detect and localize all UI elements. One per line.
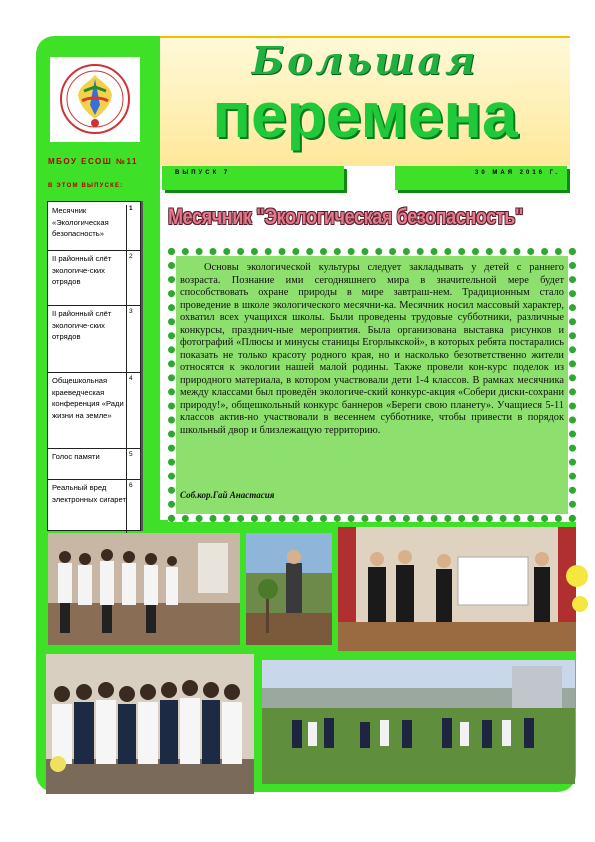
issue-date: 30 МАЯ 2016 Г. xyxy=(475,170,560,176)
school-emblem-icon xyxy=(50,57,140,142)
toc-row[interactable] xyxy=(48,448,140,480)
photo-outdoor-exercise xyxy=(262,660,575,784)
toc-page: 3 xyxy=(126,308,138,375)
toc-row[interactable] xyxy=(48,372,140,449)
toc-row[interactable] xyxy=(48,479,140,530)
toc-row[interactable] xyxy=(48,305,140,373)
photo-planting-trees xyxy=(246,533,332,645)
toc-page: 6 xyxy=(126,482,138,533)
school-name: МБОУ ЕСОШ №11 xyxy=(48,157,138,166)
masthead-title-line1: Большая xyxy=(251,38,479,83)
article-body: Основы экологической культуры следует закладывать у детей с раннего возраста. Познание ими сегодняшнего мира в значительной мере будет способствовать охране природы в мире завтраш-нем. Традиционным стало проведение в школе экологического месячни-ка. Месячник носил массовый характер, охватил всех учащихся школы. Были проведены трудовые субботники, различные конкурсы, празднич-ные мероприятия. Была организована выставка рисунков и фотографий «Плюсы и минусы станицы Егорлыкской», в которых ребята постарались показать не только красоту родного края, но и насколько безответственно жители относятся к экологии нашей малой родины. Также провели кон-курс поделок из природного материала, в котором участвовали дети 1-4 классов. В рамках месячника между классами был проведён экологиче-ский конкурс-акция «Собери диски-сохрани природу!», общешкольный конкурс баннеров «Береги свою планету». Учащиеся 5-11 классов актив-но участвовали в весеннем субботнике, чтобы привести в порядок школьный двор и близлежащую территорию. xyxy=(180,262,564,436)
toc-page: 5 xyxy=(126,451,138,482)
decor-circle xyxy=(566,565,588,587)
article-author: Соб.кор.Гай Анастасия xyxy=(180,490,275,500)
toc-page: 1 xyxy=(126,205,138,253)
toc-page: 4 xyxy=(126,375,138,451)
toc-page: 2 xyxy=(126,253,138,308)
toc-row[interactable] xyxy=(48,202,140,251)
photo-group-conference xyxy=(46,654,254,794)
toc-title: Месячник «Экологическая безопасность» xyxy=(52,206,109,238)
table-of-contents xyxy=(47,201,141,531)
article-heading: Месячник "Экологическая безопасность" xyxy=(168,204,524,229)
toc-title: Голос памяти xyxy=(52,452,100,461)
in-issue-label: В ЭТОМ ВЫПУСКЕ: xyxy=(48,183,124,189)
toc-title: II районный слёт экологиче-ских отрядов xyxy=(52,254,112,286)
masthead-title-line2: перемена xyxy=(212,79,518,151)
toc-title: II районный слёт экологиче-ских отрядов xyxy=(52,309,112,341)
photo-stage-performance xyxy=(338,527,576,651)
issue-number: ВЫПУСК 7 xyxy=(175,170,231,176)
decor-circle xyxy=(572,596,588,612)
toc-row[interactable] xyxy=(48,250,140,306)
toc-title: Общешкольная краеведческая конференция «Ради жизни на земле» xyxy=(52,376,124,420)
photo-students-hall xyxy=(48,533,240,645)
toc-title: Реальный вред электронных сигарет xyxy=(52,483,126,504)
